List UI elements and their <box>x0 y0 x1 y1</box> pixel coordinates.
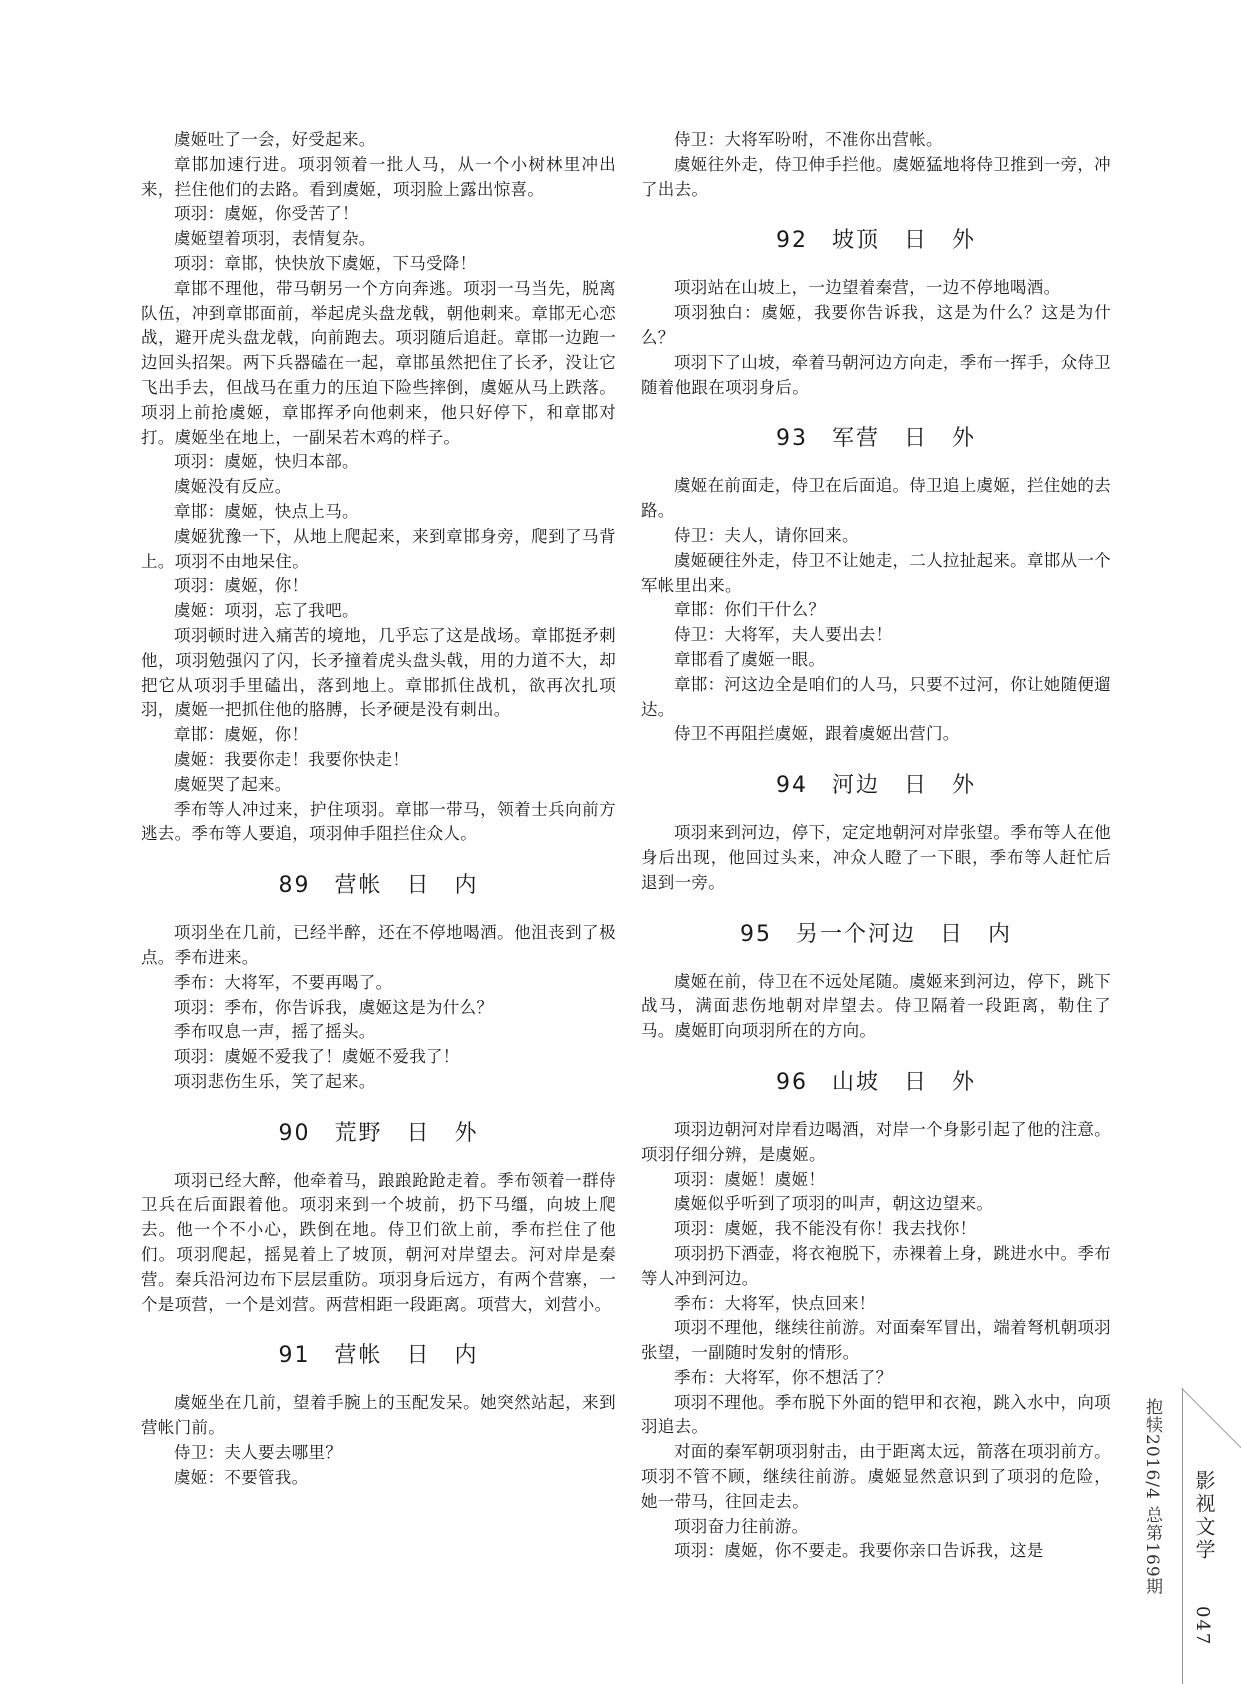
scene-num: 92 <box>775 228 808 254</box>
paragraph: 虞姬吐了一会，好受起来。 <box>174 130 376 149</box>
paragraph: 项羽顿时进入痛苦的境地，几乎忘了这是战场。章邯挺矛刺他，项羽勉强闪了闪，长矛撞着虎头盘头戟，用的力道不大，却把它从项羽手里磕出，落到地上。章邯抓住战机，欲再次扎项羽，虞姬一把抓住他的胳膊，长矛硬是没有刺出。 <box>141 625 616 720</box>
scene-loc: 内 <box>454 1343 479 1369</box>
scene-heading <box>641 226 1111 256</box>
paragraph: 虞姬在前面走，侍卫在后面追。侍卫追上虞姬，拦住她的去路。 <box>641 476 1111 521</box>
paragraph: 项羽：虞姬，你！ <box>174 576 309 596</box>
paragraph: 章邯：虞姬，你！ <box>174 725 309 745</box>
scene-num: 90 <box>278 1120 311 1146</box>
paragraph: 章邯看了虞姬一眼。 <box>674 649 826 669</box>
paragraph: 虞姬望着项羽，表情复杂。 <box>174 229 376 249</box>
scene-place: 军营 <box>831 426 880 452</box>
scene-heading <box>641 771 1111 801</box>
paragraph: 章邯：河这边全是咱们的人马，只要不过河，你让她随便遛达。 <box>641 674 1111 719</box>
paragraph: 季布：大将军，你不想活了？ <box>674 1367 893 1387</box>
paragraph: 侍卫：大将军吩咐，不准你出营帐。 <box>674 130 943 149</box>
scene-time: 日 <box>903 426 928 452</box>
paragraph: 章邯不理他，带马朝另一个方向奔逃。项羽一马当先，脱离队伍，冲到章邯面前，举起虎头盘龙戟，朝他刺来。章邯无心恋战，避开虎头盘龙戟，向前跑去。项羽随后追赶。章邯一边跑一边回头招架。两下兵器磕在一起，章邯虽然把住了长矛，没让它飞出手去，但战马在重力的压迫下险些摔倒，虞姬从马上跌落。项羽上前抢虞姬，章邯挥矛向他刺来，他只好停下，和章邯对打。虞姬坐在地上，一副呆若木鸡的样子。 <box>141 278 616 447</box>
paragraph: 项羽：虞姬！虞姬！ <box>674 1169 826 1189</box>
paragraph: 虞姬似乎听到了项羽的叫声，朝这边望来。 <box>674 1194 994 1214</box>
paragraph: 项羽独白：虞姬，我要你告诉我，这是为什么？这是为什么？ <box>641 303 1111 347</box>
paragraph: 对面的秦军朝项羽射击，由于距离太远，箭落在项羽前方。项羽不管不顾，继续往前游。虞姬显然意识到了项羽的危险，她一带马，往回走去。 <box>641 1442 1111 1511</box>
scene-loc: 外 <box>952 228 977 254</box>
paragraph: 虞姬哭了起来。 <box>174 774 292 794</box>
paragraph: 虞姬没有反应。 <box>174 477 292 497</box>
scene-num: 94 <box>775 773 808 799</box>
scene-time: 日 <box>939 921 964 947</box>
scene-num: 96 <box>775 1069 808 1095</box>
page-number: 047 <box>1192 1606 1213 1647</box>
paragraph: 虞姬往外走，侍卫伸手拦他。虞姬猛地将侍卫推到一旁，冲了出去。 <box>641 154 1111 199</box>
scene-time: 日 <box>406 1120 431 1146</box>
scene-heading <box>641 424 1111 454</box>
scene-time: 日 <box>406 873 431 899</box>
paragraph: 虞姬在前，侍卫在不远处尾随。虞姬来到河边，停下，跳下战马，满面悲伤地朝对岸望去。侍卫隔着一段距离，勒住了马。虞姬盯向项羽所在的方向。 <box>641 971 1111 1041</box>
paragraph: 项羽：虞姬，你受苦了！ <box>174 204 359 224</box>
paragraph: 项羽已经大醉，他牵着马，踉踉跄跄走着。季布领着一群侍卫兵在后面跟着他。项羽来到一个坡前，扔下马缰，向坡上爬去。他一个不小心，跌倒在地。侍卫们欲上前，季布拦住了他们。项羽爬起，摇晃着上了坡顶，朝河对岸望去。河对岸是秦营。秦兵沿河边布下层层重防。项羽身后远方，有两个营寨，一个是项营，一个是刘营。两营相距一段距离。项营大，刘营小。 <box>141 1170 616 1314</box>
paragraph: 虞姬：我要你走！我要你快走！ <box>174 749 410 769</box>
scene-num: 89 <box>278 873 311 899</box>
paragraph: 章邯：虞姬，快点上马。 <box>174 501 359 521</box>
paragraph: 项羽：章邯，快快放下虞姬，下马受降！ <box>174 253 477 273</box>
paragraph: 章邯加速行进。项羽领着一批人马，从一个小树林里冲出来，拦住他们的去路。看到虞姬，项羽脸上露出惊喜。 <box>141 154 616 199</box>
scene-time: 日 <box>903 1069 928 1095</box>
paragraph: 项羽坐在几前，已经半醉，还在不停地喝酒。他沮丧到了极点。季布进来。 <box>141 923 616 967</box>
paragraph: 项羽：季布，你告诉我，虞姬这是为什么？ <box>174 997 494 1017</box>
scene-time: 日 <box>903 773 928 799</box>
right-column <box>641 128 1111 1564</box>
paragraph: 项羽不理他，继续往前游。对面秦军冒出，端着弩机朝项羽张望，一副随时发射的情形。 <box>641 1318 1111 1363</box>
paragraph: 季布等人冲过来，护住项羽。章邯一带马，领着士兵向前方逃去。季布等人要追，项羽伸手阻拦住众人。 <box>141 799 616 844</box>
paragraph: 虞姬硬往外走，侍卫不让她走，二人拉扯起来。章邯从一个军帐里出来。 <box>641 550 1111 595</box>
paragraph: 虞姬犹豫一下，从地上爬起来，来到章邯身旁，爬到了马背上。项羽不由地呆住。 <box>141 526 616 571</box>
left-column <box>141 128 616 1491</box>
paragraph: 侍卫：夫人要去哪里？ <box>174 1443 342 1463</box>
paragraph: 项羽来到河边，停下，定定地朝河对岸张望。季布等人在他身后出现，他回过头来，冲众人瞪了一下眼，季布等人赶忙后退到一旁。 <box>641 823 1111 892</box>
magazine-name: 影视文学 <box>1192 1470 1216 1562</box>
margin-rule <box>1182 1388 1183 1684</box>
scene-num: 91 <box>278 1343 311 1369</box>
scene-num: 95 <box>739 921 772 947</box>
paragraph: 项羽扔下酒壶，将衣袍脱下，赤裸着上身，跳进水中。季布等人冲到河边。 <box>641 1243 1111 1288</box>
paragraph: 侍卫：大将军，夫人要出去！ <box>674 625 893 645</box>
paragraph: 项羽悲伤生乐，笑了起来。 <box>174 1071 376 1091</box>
paragraph: 项羽站在山坡上，一边望着秦营，一边不停地喝酒。 <box>674 278 1061 298</box>
paragraph: 虞姬：不要管我。 <box>174 1467 309 1487</box>
scene-heading <box>641 920 1111 950</box>
paragraph: 季布：大将军，不要再喝了。 <box>174 972 393 992</box>
corner-diagonal <box>1181 1388 1241 1448</box>
paragraph: 侍卫：夫人，请你回来。 <box>674 525 859 545</box>
paragraph: 项羽：虞姬，快归本部。 <box>174 452 359 472</box>
paragraph: 虞姬坐在几前，望着手腕上的玉配发呆。她突然站起，来到营帐门前。 <box>141 1393 616 1438</box>
paragraph: 项羽边朝河对岸看边喝酒，对岸一个身影引起了他的注意。项羽仔细分辨，是虞姬。 <box>641 1119 1111 1164</box>
paragraph: 项羽奋力往前游。 <box>674 1516 809 1536</box>
scene-heading <box>641 1068 1111 1098</box>
scene-place: 营帐 <box>334 873 383 899</box>
scene-place: 河边 <box>831 773 880 799</box>
paragraph: 项羽：虞姬，你不要走。我要你亲口告诉我，这是 <box>674 1541 1044 1561</box>
paragraph: 项羽：虞姬不爱我了！虞姬不爱我了！ <box>174 1047 460 1067</box>
scene-loc: 外 <box>952 426 977 452</box>
scene-place: 坡顶 <box>831 228 880 254</box>
paragraph: 项羽下了山坡，牵着马朝河边方向走，季布一挥手，众侍卫随着他跟在项羽身后。 <box>641 352 1111 397</box>
paragraph: 侍卫不再阻拦虞姬，跟着虞姬出营门。 <box>674 724 960 744</box>
paragraph: 项羽不理他。季布脱下外面的铠甲和衣袍，跳入水中，向项羽追去。 <box>641 1392 1111 1437</box>
scene-loc: 内 <box>454 873 479 899</box>
paragraph: 季布：大将军，快点回来！ <box>674 1293 876 1313</box>
scene-heading <box>141 1341 616 1371</box>
scene-place: 另一个河边 <box>795 921 916 947</box>
scene-loc: 外 <box>952 1069 977 1095</box>
scene-heading <box>141 871 616 901</box>
scene-time: 日 <box>406 1343 431 1369</box>
scene-loc: 内 <box>988 921 1013 947</box>
scene-place: 荒野 <box>334 1120 383 1146</box>
scene-num: 93 <box>775 426 808 452</box>
scene-place: 山坡 <box>831 1069 880 1095</box>
paragraph: 虞姬：项羽，忘了我吧。 <box>174 601 359 621</box>
paragraph: 季布叹息一声，摇了摇头。 <box>174 1022 376 1042</box>
paragraph: 章邯：你们干什么？ <box>674 600 826 620</box>
scene-loc: 外 <box>952 773 977 799</box>
paragraph: 项羽：虞姬，我不能没有你！我去找你！ <box>674 1219 977 1239</box>
scene-loc: 外 <box>454 1120 479 1146</box>
scene-place: 营帐 <box>334 1343 383 1369</box>
scene-heading <box>141 1119 616 1149</box>
scene-time: 日 <box>903 228 928 254</box>
issue-label: 抱犊2016/4 总第169期 <box>1142 1398 1162 1596</box>
